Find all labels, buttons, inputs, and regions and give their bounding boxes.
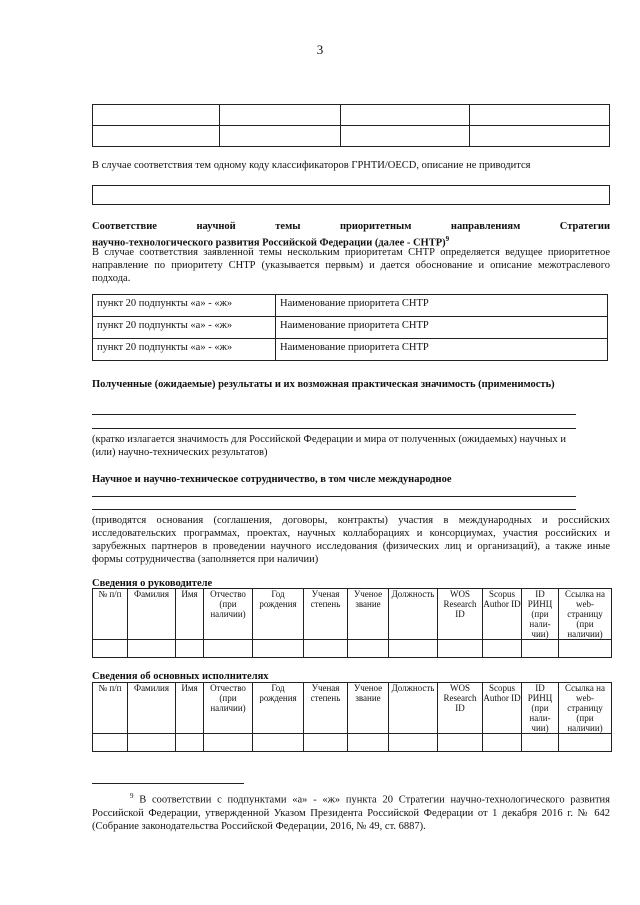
- sntr-name-cell: Наименование приоритета СНТР: [276, 295, 608, 317]
- col-number: № п/п: [93, 683, 128, 734]
- sntr-table: [92, 294, 608, 361]
- cell[interactable]: [304, 640, 348, 658]
- cell[interactable]: [253, 734, 304, 752]
- cell[interactable]: [253, 640, 304, 658]
- col-name: Имя: [176, 589, 204, 640]
- results-line-1[interactable]: [92, 414, 576, 415]
- cooperation-line-2[interactable]: [92, 509, 576, 510]
- cell[interactable]: [176, 640, 204, 658]
- col-rinc: ID РИНЦ (при нали-чии): [522, 589, 559, 640]
- col-birth-year: Год рождения: [253, 589, 304, 640]
- sntr-heading-line1: Соответствие научной темы приоритетным направлениям Стратегии: [92, 221, 610, 232]
- col-web: Ссылка на web-страницу (при наличии): [559, 683, 612, 734]
- col-title: Ученое звание: [348, 589, 389, 640]
- classifier-description-box[interactable]: [92, 185, 610, 205]
- cell[interactable]: [348, 734, 389, 752]
- footnote: $^9$ В соответствии с подпунктами «а» - «ж» пункта 20 Стратегии научно-технологического развития Российской Федерации, утвержденной Указом Президента Российской Федерации от 1 декабря 2016 г. № 642 (Собрание законодательства Российской Федерации, 2016, № 49, ст. 6887).: [92, 792, 611, 832]
- col-surname: Фамилия: [128, 589, 176, 640]
- cell[interactable]: [483, 640, 522, 658]
- sntr-heading-line2: научно-технологического развития Российской Федерации (далее - СНТР)$^9$: [92, 235, 450, 249]
- results-heading: Полученные (ожидаемые) результаты и их возможная практическая значимость (применимость): [92, 379, 555, 390]
- cell[interactable]: [559, 640, 612, 658]
- footnote-separator: [92, 783, 244, 784]
- col-wos: WOS Research ID: [438, 589, 483, 640]
- sntr-name-cell: Наименование приоритета СНТР: [276, 339, 608, 361]
- col-position: Должность: [389, 683, 438, 734]
- page-number: 3: [316, 42, 324, 57]
- cooperation-heading: Научное и научно-техническое сотрудничество, в том числе международное: [92, 474, 452, 485]
- cell[interactable]: [389, 640, 438, 658]
- leader-heading: Сведения о руководителе: [92, 578, 213, 589]
- col-rinc: ID РИНЦ (при нали-чии): [522, 683, 559, 734]
- cell[interactable]: [128, 640, 176, 658]
- col-patronymic: Отчество (при наличии): [204, 589, 253, 640]
- col-title: Ученое звание: [348, 683, 389, 734]
- col-scopus: Scopus Author ID: [483, 683, 522, 734]
- cell[interactable]: [204, 640, 253, 658]
- cell[interactable]: [438, 640, 483, 658]
- cell[interactable]: [93, 640, 128, 658]
- sntr-point-cell: пункт 20 подпункты «а» - «ж»: [93, 339, 276, 361]
- cooperation-note: (приводятся основания (соглашения, договоры, контракты) участия в международных и российских исследовательских программах, проектах, научных коллаборациях и консорциумах, участия российских и зарубежных партнеров в проведении научного исследования (физических лиц и организаций), а также иные формы сотрудничества (заполняется при наличии): [92, 515, 610, 565]
- cell[interactable]: [93, 734, 128, 752]
- cell[interactable]: [522, 640, 559, 658]
- col-patronymic: Отчество (при наличии): [204, 683, 253, 734]
- col-position: Должность: [389, 589, 438, 640]
- executors-table: [92, 682, 612, 752]
- results-note: (кратко излагается значимость для Российской Федерации и мира от полученных (ожидаемых) научных и (или) научно-технических результатов): [92, 434, 566, 458]
- cell[interactable]: [204, 734, 253, 752]
- col-wos: WOS Research ID: [438, 683, 483, 734]
- cell[interactable]: [483, 734, 522, 752]
- cell[interactable]: [128, 734, 176, 752]
- col-scopus: Scopus Author ID: [483, 589, 522, 640]
- sntr-name-cell: Наименование приоритета СНТР: [276, 317, 608, 339]
- col-birth-year: Год рождения: [253, 683, 304, 734]
- sntr-body: В случае соответствия заявленной темы нескольким приоритетам СНТР определяется ведущее приоритетное направление по приоритету СНТР (указывается первым) и дается обоснование и описание межотраслевого подхода.: [92, 247, 610, 284]
- classifier-note: В случае соответствия тем одному коду классификаторов ГРНТИ/OECD, описание не приводится: [92, 160, 531, 171]
- cell[interactable]: [438, 734, 483, 752]
- col-name: Имя: [176, 683, 204, 734]
- col-web: Ссылка на web-страницу (при наличии): [559, 589, 612, 640]
- sntr-point-cell: пункт 20 подпункты «а» - «ж»: [93, 295, 276, 317]
- cell[interactable]: [348, 640, 389, 658]
- leader-table: [92, 588, 612, 658]
- classifier-table: [92, 104, 610, 147]
- col-degree: Ученая степень: [304, 589, 348, 640]
- executors-heading: Сведения об основных исполнителях: [92, 671, 269, 682]
- col-number: № п/п: [93, 589, 128, 640]
- cooperation-line-1[interactable]: [92, 496, 576, 497]
- sntr-point-cell: пункт 20 подпункты «а» - «ж»: [93, 317, 276, 339]
- results-line-2[interactable]: [92, 428, 576, 429]
- cell[interactable]: [304, 734, 348, 752]
- col-degree: Ученая степень: [304, 683, 348, 734]
- cell[interactable]: [389, 734, 438, 752]
- cell[interactable]: [176, 734, 204, 752]
- cell[interactable]: [559, 734, 612, 752]
- col-surname: Фамилия: [128, 683, 176, 734]
- cell[interactable]: [522, 734, 559, 752]
